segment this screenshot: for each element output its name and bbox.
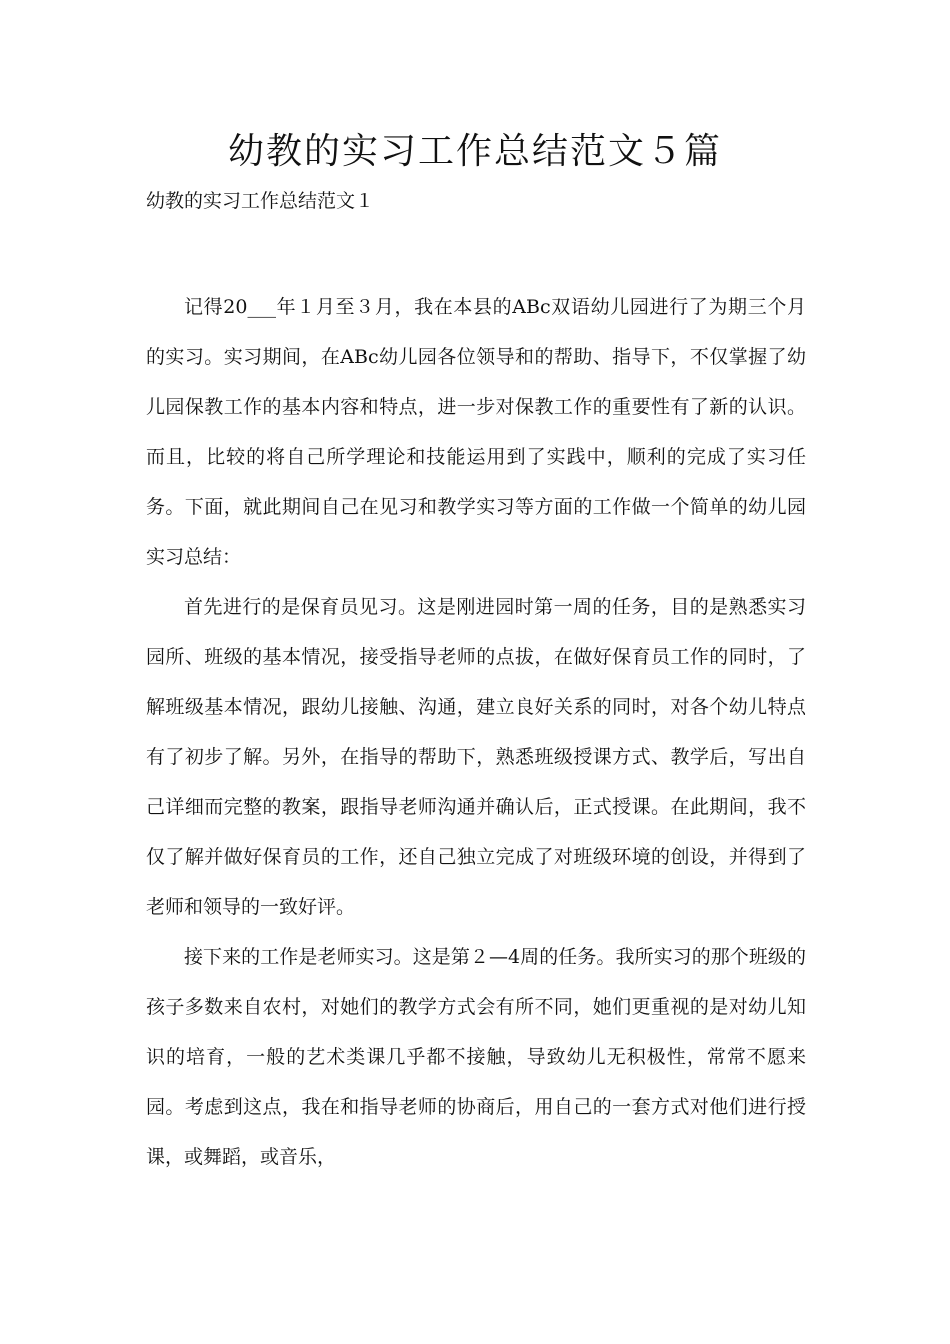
paragraph-3: 接下来的工作是老师实习。这是第２—4周的任务。我所实习的那个班级的孩子多数来自农村，对她们的教学方式会有所不同，她们更重视的是对幼儿知识的培育，一般的艺术类课几乎都不接触，导致幼儿无积极性，常常不愿来园。考虑到这点，我在和指导老师的协商后，用自己的一套方式对他们进行授课，或舞蹈，或音乐， <box>146 946 806 1168</box>
document-title: 幼教的实习工作总结范文５篇 <box>227 131 722 172</box>
document-body <box>146 282 806 1182</box>
document-subtitle: 幼教的实习工作总结范文１ <box>146 190 375 212</box>
paragraph-1: 记得20___年１月至３月，我在本县的ABc双语幼儿园进行了为期三个月的实习。实习期间，在ABc幼儿园各位领导和的帮助、指导下，不仅掌握了幼儿园保教工作的基本内容和特点，进一步对保教工作的重要性有了新的认识。而且，比较的将自己所学理论和技能运用到了实践中，顺利的完成了实习任务。下面，就此期间自己在见习和教学实习等方面的工作做一个简单的幼儿园实习总结： <box>146 296 806 568</box>
paragraph-2: 首先进行的是保育员见习。这是刚进园时第一周的任务，目的是熟悉实习园所、班级的基本情况，接受指导老师的点拔，在做好保育员工作的同时，了解班级基本情况，跟幼儿接触、沟通，建立良好关系的同时，对各个幼儿特点有了初步了解。另外，在指导的帮助下，熟悉班级授课方式、教学后，写出自己详细而完整的教案，跟指导老师沟通并确认后，正式授课。在此期间，我不仅了解并做好保育员的工作，还自己独立完成了对班级环境的创设，并得到了老师和领导的一致好评。 <box>146 596 806 918</box>
